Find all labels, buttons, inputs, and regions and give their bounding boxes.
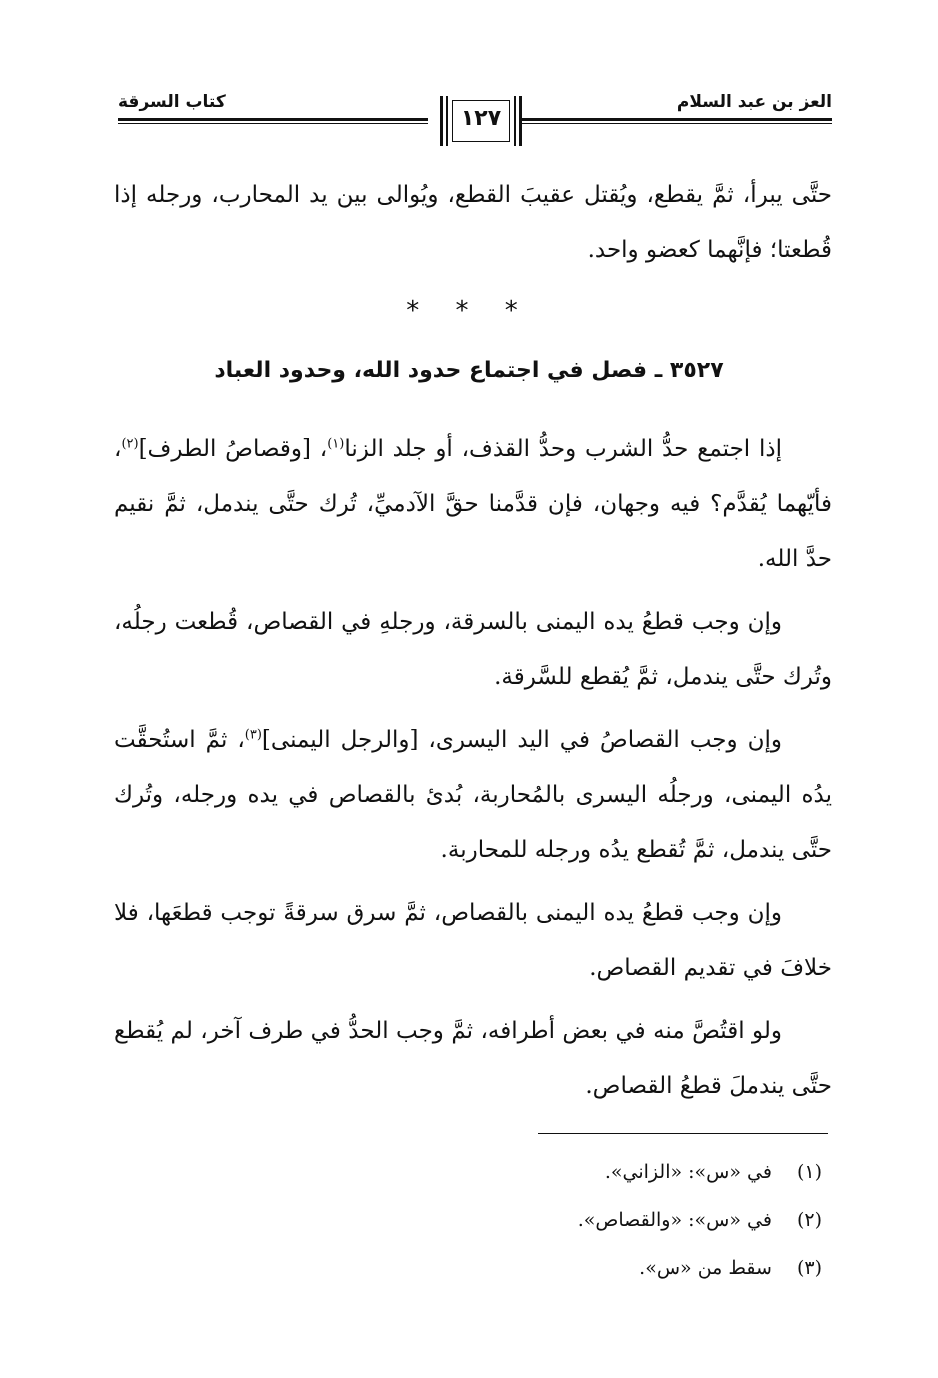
header-author: العز بن عبد السلام [676,92,832,112]
paragraph [114,422,832,587]
paragraph [114,713,832,878]
page-number-frame [440,96,522,146]
footnote-number: (١) [796,1161,822,1183]
opening-paragraph: حتَّى يبرأ، ثمَّ يقطع، ويُقتل عقيبَ القطع، ويُوالى بين يد المحارب، ورجله إذا قُطعتا؛ فإنَّهما كعضو واحد. [114,182,832,263]
footnote [422,1148,822,1196]
footnote-text: سقط من «س». [639,1257,772,1279]
footnote [422,1196,822,1244]
footnote [422,1244,822,1292]
section-title: ٣٥٢٧ ـ فصل في اجتماع حدود الله، وحدود العباد [214,358,724,383]
section-body [114,422,832,1122]
running-header [118,88,832,158]
footnote-number: (٢) [796,1209,822,1231]
footnote-ref[interactable]: (٣) [244,727,262,743]
footnote-text: في «س»: «والقصاص». [577,1209,772,1231]
footnote-number: (٣) [796,1257,822,1279]
header-rule-right [520,118,832,121]
opening-text [114,168,832,284]
paragraph: وإن وجب قطعُ يده اليمنى بالقصاص، ثمَّ سرق سرقةً توجب قطعَها، فلا خلافَ في تقديم القصاص. [114,900,832,981]
footnotes [422,1148,822,1292]
section-separator: * * * [406,296,532,326]
paragraph-text: وإن وجب القصاصُ في اليد اليسرى، [والرجل اليمنى] [261,727,783,753]
paragraph-text: ، فأيّهما يُقدَّم؟ فيه وجهان، فإن قدَّمنا حقَّ الآدميِّ، تُرك حتَّى يندمل، ثمَّ نقيم حدَّ الله. [114,436,832,572]
footnote-ref[interactable]: (٢) [121,436,139,452]
header-chapter: كتاب السرقة [118,92,226,112]
footnote-ref[interactable]: (١) [327,436,345,452]
paragraph: ولو اقتُصَّ منه في بعض أطرافه، ثمَّ وجب الحدُّ في طرف آخر، لم يُقطع حتَّى يندملَ قطعُ القصاص. [114,1018,832,1099]
paragraph: وإن وجب قطعُ يده اليمنى بالسرقة، ورجلهِ في القصاص، قُطعت رجلُه، وتُرك حتَّى يندمل، ثمَّ يُقطع للسَّرقة. [114,609,832,690]
paragraph-text: ، ثمَّ استُحقَّت يدُه اليمنى، ورجلُه اليسرى بالمُحاربة، بُدئ بالقصاص في يده ورجله، وتُرك حتَّى يندمل، ثمَّ تُقطع يدُه ورجله للمحاربة. [114,727,832,863]
paragraph-text: ، [وقصاصُ الطرف] [138,436,328,462]
footnote-rule [538,1133,828,1134]
paragraph-text: إذا اجتمع حدُّ الشرب وحدُّ القذف، أو جلد الزنا [344,436,782,462]
page-number: ١٢٧ [460,106,502,131]
footnote-text: في «س»: «الزاني». [604,1161,772,1183]
header-rule-left [118,118,428,121]
